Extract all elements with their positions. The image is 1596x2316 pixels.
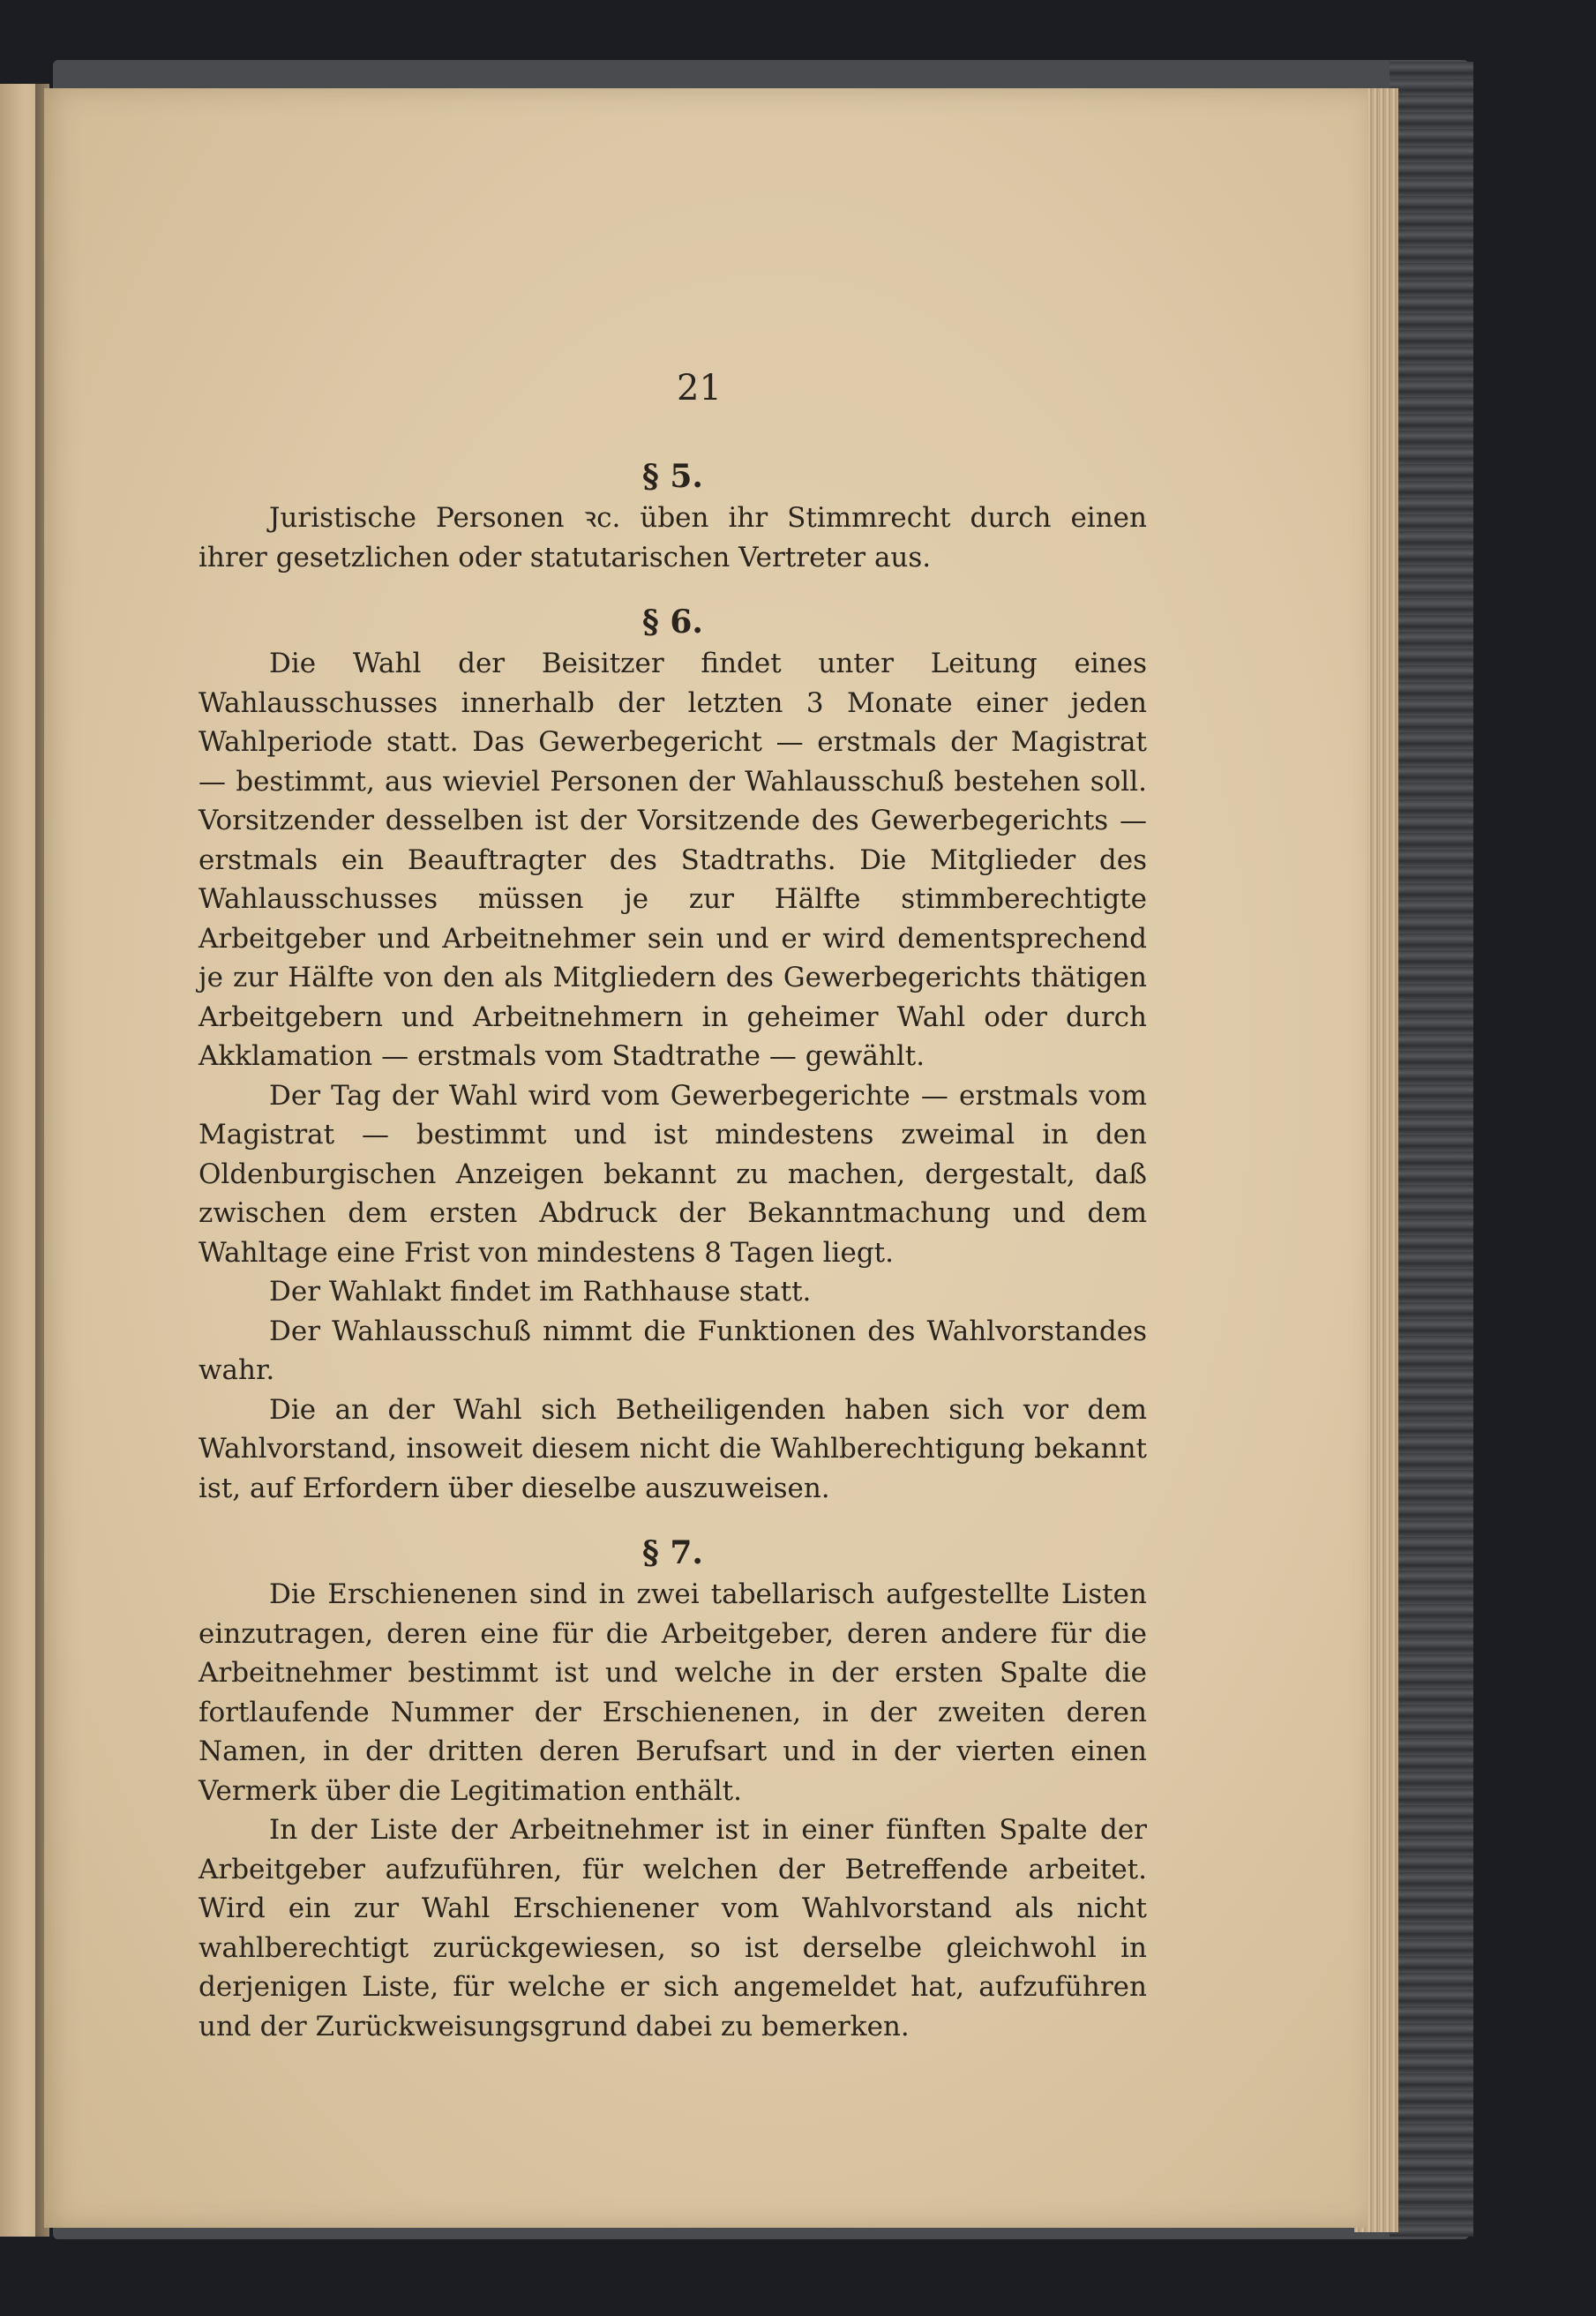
paragraph: Die an der Wahl sich Betheiligenden haben sich vor dem Wahlvorstand, insoweit diesem nicht die Wahlberechtigung bekannt ist, auf Erfordern über dieselbe auszuweisen.	[199, 1393, 1147, 1504]
paragraph: Der Wahlakt findet im Rathhause statt.	[269, 1276, 812, 1308]
paragraph: Juristische Personen ꝛc. üben ihr Stimmrecht durch einen ihrer gesetzlichen oder statutarischen Vertreter aus.	[199, 502, 1147, 573]
page-number: 21	[677, 368, 722, 408]
paragraph: In der Liste der Arbeitnehmer ist in einer fünften Spalte der Arbeitgeber aufzuführen, für welchen der Betreffende arbeitet. Wird ein zur Wahl Erschienener vom Wahlvorstand als nicht wahlberechtigt zurückgewiesen, so ist derselbe gleichwohl in derjenigen Liste, für welche er sich angemeldet hat, aufzuführen und der Zurückweisungsgrund dabei zu bemerken.	[199, 1814, 1147, 2042]
section-heading: § 7.	[642, 1534, 703, 1571]
section-heading: § 5.	[642, 458, 703, 495]
book-cover-edge	[1390, 62, 1473, 2237]
section-7	[199, 1531, 1147, 2046]
book-page	[44, 88, 1367, 2228]
page-content	[199, 368, 1147, 2046]
section-5	[199, 454, 1147, 577]
paragraph: Der Wahlausschuß nimmt die Funktionen des Wahlvorstandes wahr.	[199, 1315, 1147, 1386]
section-6	[199, 600, 1147, 1508]
paragraph: Der Tag der Wahl wird vom Gewerbegerichte — erstmals vom Magistrat — bestimmt und ist mindestens zweimal in den Oldenburgischen Anzeigen bekannt zu machen, dergestalt, daß zwischen dem ersten Abdruck der Bekanntmachung und dem Wahltage eine Frist von mindestens 8 Tagen liegt.	[199, 1079, 1147, 1269]
section-heading: § 6.	[642, 603, 703, 641]
paragraph: Die Erschienenen sind in zwei tabellarisch aufgestellte Listen einzutragen, deren eine für die Arbeitgeber, deren andere für die Arbeitnehmer bestimmt ist und welche in der ersten Spalte die fortlaufende Nummer der Erschienenen, in der zweiten deren Namen, in der dritten deren Berufsart und in der vierten einen Vermerk über die Legitimation enthält.	[199, 1578, 1147, 1807]
paragraph: Die Wahl der Beisitzer findet unter Leitung eines Wahlausschusses innerhalb der letzten 3 Monate einer jeden Wahlperiode statt. Das Gewerbegericht — erstmals der Magistrat — bestimmt, aus wieviel Personen der Wahlausschuß bestehen soll. Vorsitzender desselben ist der Vorsitzende des Gewerbegerichts — erstmals ein Beauftragter des Stadtraths. Die Mitglieder des Wahlausschusses müssen je zur Hälfte stimmberechtigte Arbeitgeber und Arbeitnehmer sein und er wird dementsprechend je zur Hälfte von den als Mitgliedern des Gewerbegerichts thätigen Arbeitgebern und Arbeitnehmern in geheimer Wahl oder durch Akklamation — erstmals vom Stadtrathe — gewählt.	[199, 648, 1147, 1072]
